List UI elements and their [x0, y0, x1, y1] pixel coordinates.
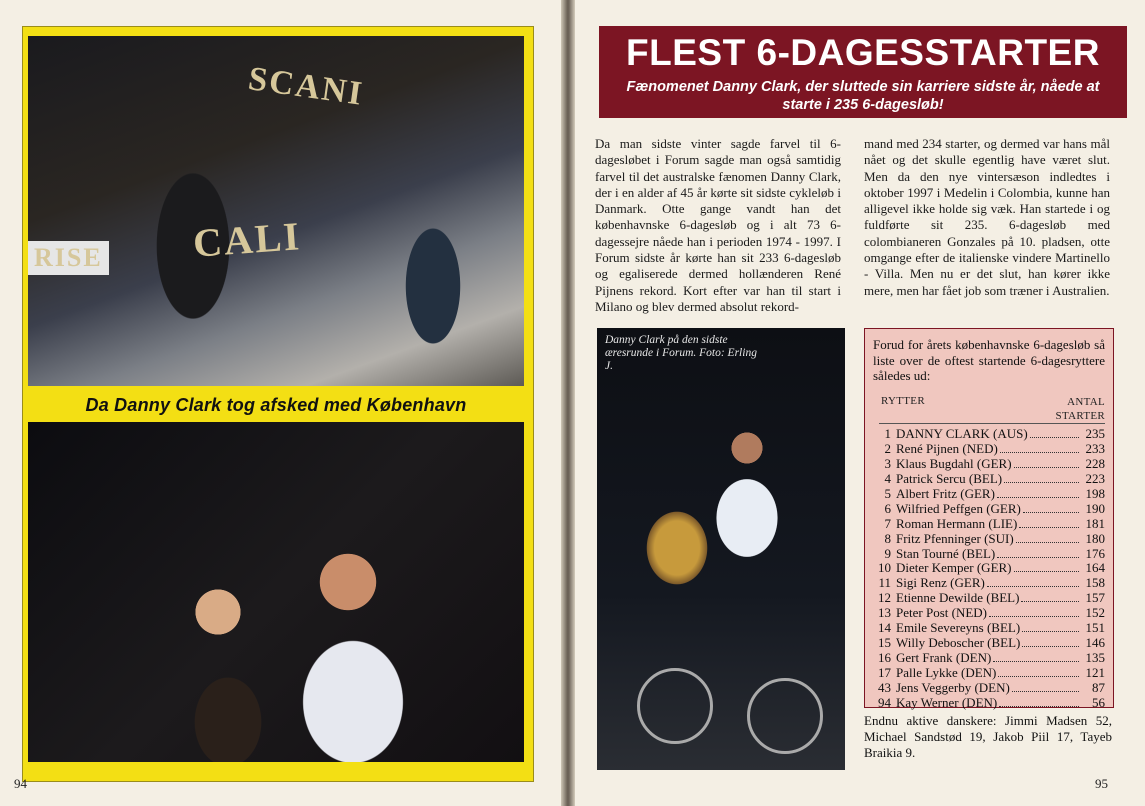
rank: 5	[884, 485, 891, 501]
table-row	[877, 621, 1105, 636]
rider-name: Stan Tourné (BEL)	[896, 545, 996, 561]
header-divider	[879, 423, 1105, 424]
arena-sign-cali: CALI	[191, 213, 303, 266]
rank: 10	[878, 560, 891, 576]
rider-name: Albert Fritz (GER)	[896, 485, 995, 501]
table-row	[877, 472, 1105, 487]
rider-name: Gert Frank (DEN)	[896, 650, 992, 666]
rank: 3	[884, 455, 891, 471]
rank: 8	[884, 530, 891, 546]
header-rider: RYTTER	[881, 395, 925, 407]
start-count: 228	[1085, 455, 1105, 471]
rider-name: Wilfried Peffgen (GER)	[896, 500, 1021, 516]
table-row	[877, 517, 1105, 532]
leader-dots	[1016, 542, 1079, 543]
start-count: 121	[1085, 665, 1105, 680]
rank: 13	[878, 605, 891, 621]
article-subtitle: Fænomenet Danny Clark, der sluttede sin karriere sidste år, nåede at starte i 235 6-dagesløb!	[626, 79, 1100, 113]
leader-dots	[993, 661, 1079, 662]
start-count: 190	[1085, 500, 1105, 516]
rank: 1	[884, 426, 891, 441]
start-count: 223	[1085, 470, 1105, 486]
table-row	[877, 636, 1105, 651]
rider-name: Patrick Sercu (BEL)	[896, 470, 1003, 486]
table-row	[877, 651, 1105, 666]
start-count: 152	[1085, 605, 1105, 621]
rank: 43	[878, 679, 891, 695]
leader-dots	[987, 586, 1079, 587]
rank: 7	[884, 515, 891, 531]
rank: 14	[878, 620, 891, 636]
rider-name: Fritz Pfenninger (SUI)	[896, 530, 1014, 546]
photo-rider-with-flowers	[597, 328, 845, 770]
arena-sign-rise: RISE	[28, 241, 109, 275]
start-count: 151	[1085, 620, 1105, 636]
leader-dots	[1021, 601, 1079, 602]
rank: 2	[884, 440, 891, 456]
leader-dots	[989, 616, 1079, 617]
start-count: 146	[1085, 635, 1105, 651]
rider-name: Jens Veggerby (DEN)	[896, 679, 1010, 695]
photo-caption-bar	[28, 388, 524, 422]
leader-dots	[1004, 482, 1079, 483]
table-row	[877, 502, 1105, 517]
body-column-2: mand med 234 starter, og dermed var hans mål nået og det skulle egentlig have været slut. Men da den nye vintersæson indledtes i oktober 1997 i Medelin i Colombia, kunne han alligevel ikke holde sig væk. Han startede i og fuldførte sit 235. 6-dagesløb med colombianeren Gonzales på 10. pladsen, otte omgange efter de italienske vindere Martinello - Villa. Men nu er det slut, han kører ikke mere, men har fået job som træner i Australien.	[864, 136, 1110, 298]
leader-dots	[1023, 512, 1079, 513]
start-count: 164	[1085, 560, 1105, 576]
rank: 16	[878, 650, 891, 666]
article-title: FLEST 6-DAGESSTARTER	[626, 32, 1100, 73]
table-intro: Forud for årets københavnske 6-dagesløb så liste over de oftest startende 6-dagesryttere således ud:	[873, 337, 1105, 383]
left-page	[0, 0, 561, 806]
left-caption: Da Danny Clark tog afsked med København	[85, 394, 467, 415]
start-count: 233	[1085, 440, 1105, 456]
start-count: 235	[1085, 426, 1105, 441]
photo-farewell-speech	[28, 422, 524, 762]
photo-announcer-and-rider	[28, 36, 524, 386]
leader-dots	[1022, 631, 1079, 632]
leader-dots	[1030, 437, 1079, 438]
leader-dots	[1022, 646, 1079, 647]
table-row	[877, 666, 1105, 681]
leader-dots	[998, 676, 1079, 677]
start-count: 180	[1085, 530, 1105, 546]
header-antal-starter	[1056, 395, 1105, 423]
rider-name: Etienne Dewilde (BEL)	[896, 590, 1020, 606]
table-row	[877, 487, 1105, 502]
table-row	[877, 427, 1105, 442]
leader-dots	[1019, 527, 1079, 528]
rider-name: Palle Lykke (DEN)	[896, 665, 997, 680]
page-number-right: 95	[1095, 776, 1108, 791]
rider-name: Willy Deboscher (BEL)	[896, 635, 1021, 651]
bike-wheel-front	[637, 668, 713, 744]
rider-name: René Pijnen (NED)	[896, 440, 998, 456]
rank: 94	[878, 694, 891, 710]
rank: 6	[884, 500, 891, 516]
table-row	[877, 547, 1105, 562]
table-row	[877, 696, 1105, 711]
rider-name: Roman Hermann (LIE)	[896, 515, 1018, 531]
start-count: 135	[1085, 650, 1105, 666]
rank: 9	[884, 545, 891, 561]
rider-name: Emile Severeyns (BEL)	[896, 620, 1021, 636]
start-count: 176	[1085, 545, 1105, 561]
start-count: 181	[1085, 515, 1105, 531]
leader-dots	[997, 557, 1079, 558]
table-row	[877, 591, 1105, 606]
start-count: 56	[1092, 694, 1105, 710]
rank: 4	[884, 470, 891, 486]
start-count: 157	[1085, 590, 1105, 606]
arena-sign-scania: SCANI	[246, 60, 366, 113]
bike-wheel-rear	[747, 678, 823, 754]
rider-name: Kay Werner (DEN)	[896, 694, 998, 710]
right-page	[575, 0, 1145, 806]
rider-name: Klaus Bugdahl (GER)	[896, 455, 1012, 471]
book-gutter	[561, 0, 575, 806]
start-count: 158	[1085, 575, 1105, 591]
leader-dots	[1000, 452, 1079, 453]
rank: 12	[878, 590, 891, 606]
table-row	[877, 561, 1105, 576]
table-row	[877, 681, 1105, 696]
rider-name: DANNY CLARK (AUS)	[896, 426, 1028, 441]
table-row	[877, 576, 1105, 591]
table-rows	[877, 427, 1105, 711]
rank: 11	[878, 575, 891, 591]
rider-name: Peter Post (NED)	[896, 605, 987, 621]
table-row	[877, 457, 1105, 472]
rider-name: Dieter Kemper (GER)	[896, 560, 1012, 576]
leader-dots	[1014, 571, 1079, 572]
header-starter: STARTER	[1055, 410, 1105, 422]
most-starts-table	[864, 328, 1114, 708]
leader-dots	[997, 497, 1079, 498]
rider-name: Sigi Renz (GER)	[896, 575, 985, 591]
active-danes-note: Endnu aktive danskere: Jimmi Madsen 52, Michael Sandstød 19, Jakob Piil 17, Tayeb Braikia 9.	[864, 713, 1112, 760]
start-count: 87	[1092, 679, 1105, 695]
start-count: 198	[1085, 485, 1105, 501]
table-row	[877, 606, 1105, 621]
header-antal: ANTAL	[1067, 396, 1105, 408]
rank: 17	[878, 665, 891, 680]
table-row	[877, 442, 1105, 457]
body-column-1: Da man sidste vinter sagde farvel til 6-dagesløbet i Forum sagde man også samtidig farvel til det australske fænomen Danny Clark, der i en alder af 45 år kørte sit sidste cykleløb i Danmark. Otte gange vandt han det københavnske 6-dagesløb og i alt 73 6-dagessejre nåede han i perioden 1974 - 1997. I Forum sidste år kørte han sit 233 6-dagesløb og egaliserede dermed hollænderen René Pijnens rekord. Kort efter var han til start i Milano og blev dermed absolut rekord-	[595, 136, 841, 314]
page-number-left: 94	[14, 776, 27, 791]
rank: 15	[878, 635, 891, 651]
leader-dots	[999, 706, 1079, 707]
leader-dots	[1012, 691, 1079, 692]
photo-caption: Danny Clark på den sidste æresrunde i Forum. Foto: Erling J.	[605, 334, 757, 372]
leader-dots	[1014, 467, 1079, 468]
table-row	[877, 532, 1105, 547]
title-banner	[599, 26, 1127, 118]
